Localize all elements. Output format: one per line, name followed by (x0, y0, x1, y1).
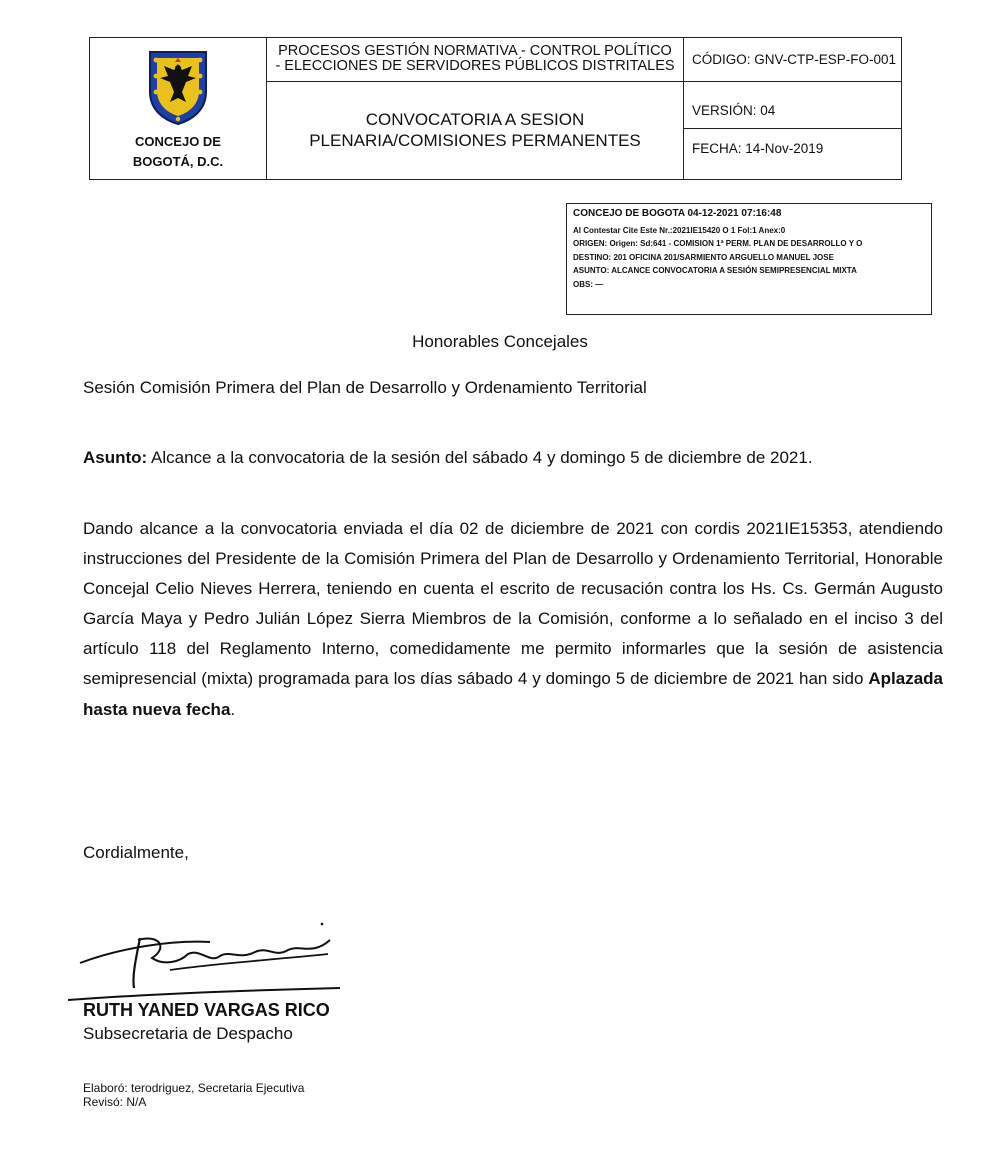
stamp-line-3: ORIGEN: Origen: Sd:641 - COMISION 1ª PERM. PLAN DE DESARROLLO Y O (573, 239, 863, 249)
reviewed-by: Revisó: N/A (83, 1095, 147, 1109)
body-paragraph (83, 514, 943, 725)
document-date: FECHA: 14-Nov-2019 (692, 140, 824, 156)
document-version: VERSIÓN: 04 (684, 92, 901, 129)
signatory-role: Subsecretaria de Despacho (83, 1024, 293, 1043)
form-title: CONVOCATORIA A SESION PLENARIA/COMISIONES PERMANENTES (267, 81, 684, 179)
handwritten-signature (60, 918, 350, 1008)
stamp-line-2: Al Contestar Cite Este Nr.:2021IE15420 O 1 Fol:1 Anex:0 (573, 226, 786, 235)
meta-subtable-cell (684, 81, 902, 179)
prepared-by: Elaboró: terodriguez, Secretaria Ejecutiva (83, 1081, 305, 1095)
subject-text: Alcance a la convocatoria de la sesión del sábado 4 y domingo 5 de diciembre de 2021. (147, 448, 813, 467)
signatory-name: RUTH YANED VARGAS RICO (83, 1000, 330, 1020)
org-name-line1: CONCEJO DE (135, 133, 221, 149)
document-code: CÓDIGO: GNV-CTP-ESP-FO-001 (684, 38, 902, 82)
stamp-line-5: ASUNTO: ALCANCE CONVOCATORIA A SESIÓN SEMIPRESENCIAL MIXTA (573, 266, 857, 276)
greeting: Honorables Concejales (412, 332, 588, 351)
stamp-line-4: DESTINO: 201 OFICINA 201/SARMIENTO ARGUELLO MANUEL JOSE (573, 252, 834, 262)
logo-cell (90, 38, 267, 180)
process-name: PROCESOS GESTIÓN NORMATIVA - CONTROL POLÍTICO - ELECCIONES DE SERVIDORES PÚBLICOS DISTRITALES (267, 38, 684, 82)
org-name-line2: BOGOTÁ, D.C. (132, 153, 224, 169)
document-header (89, 37, 902, 180)
body-end: . (230, 699, 236, 719)
subject-label: Asunto: (83, 448, 148, 467)
closing: Cordialmente, (83, 843, 189, 862)
body-text: Dando alcance a la convocatoria enviada el día 02 de diciembre de 2021 con cordis 2021IE15353, atendiendo instrucciones del Presidente de la Comisión Primera del Plan de Desarrollo y Ordenamiento Territorial, Honorable Concejal Celio Nieves Herrera, teniendo en cuenta el escrito de recusación contra los Hs. Cs. Germán Augusto García Maya y Pedro Julián López Sierra Miembros de la Comisión, conforme a lo señalado en el inciso 3 del artículo 118 del Reglamento Interno, comedidamente me permito informarles que la sesión de asistencia semipresencial (mixta) programada para los días sábado 4 y domingo 5 de diciembre de 2021 han sido (83, 519, 943, 689)
session-name: Sesión Comisión Primera del Plan de Desarrollo y Ordenamiento Territorial (83, 378, 647, 397)
filing-stamp (566, 203, 932, 315)
stamp-line-1: CONCEJO DE BOGOTA 04-12-2021 07:16:48 (573, 208, 782, 219)
body-emphasis: Aplazada hasta nueva fecha (83, 669, 943, 719)
coat-of-arms-logo (146, 48, 210, 126)
stamp-line-6: OBS: — (573, 279, 604, 289)
subject-line (83, 448, 813, 468)
